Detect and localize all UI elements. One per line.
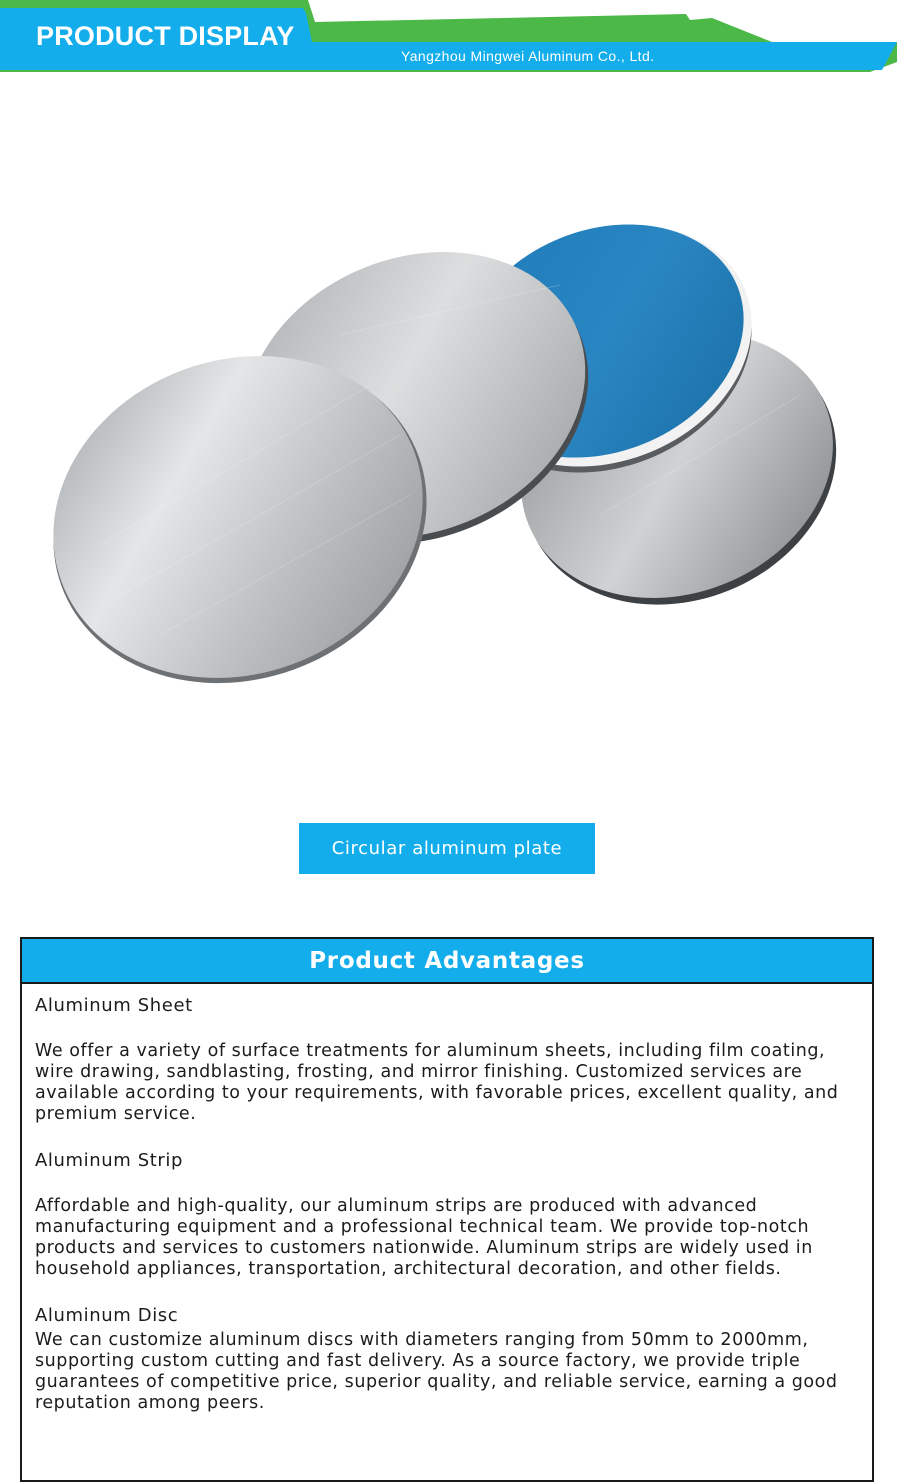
company-name: Yangzhou Mingwei Aluminum Co., Ltd. [401, 48, 655, 64]
section-text-strip: Affordable and high-quality, our aluminum strips are produced with advanced manufacturing equipment and a professional technical team. We provide top-notch products and services to customers nationwide. Aluminum strips are widely used in household appliances, transportation, architectural decoration, and other fields. [35, 1196, 813, 1279]
header-banner [0, 0, 897, 72]
section-heading-sheet: Aluminum Sheet [35, 995, 193, 1016]
page-title: PRODUCT DISPLAY [36, 21, 295, 51]
product-image [40, 215, 860, 715]
section-heading-strip: Aluminum Strip [35, 1150, 184, 1171]
aluminum-discs-illustration [40, 215, 860, 715]
product-caption-button[interactable]: Circular aluminum plate [299, 823, 595, 874]
section-text-disc: We can customize aluminum discs with diameters ranging from 50mm to 2000mm, supporting custom cutting and fast delivery. As a source factory, we provide triple guarantees of competitive price, superior quality, and reliable service, earning a good reputation among peers. [35, 1330, 838, 1413]
product-advantages-box [20, 937, 874, 1482]
section-text-sheet: We offer a variety of surface treatments for aluminum sheets, including film coating, wire drawing, sandblasting, frosting, and mirror finishing. Customized services are available according to your requirements, with favorable prices, excellent quality, and premium service. [35, 1041, 839, 1124]
advantages-body [22, 984, 872, 1414]
section-heading-disc: Aluminum Disc [35, 1305, 179, 1326]
advantages-title: Product Advantages [22, 939, 872, 984]
